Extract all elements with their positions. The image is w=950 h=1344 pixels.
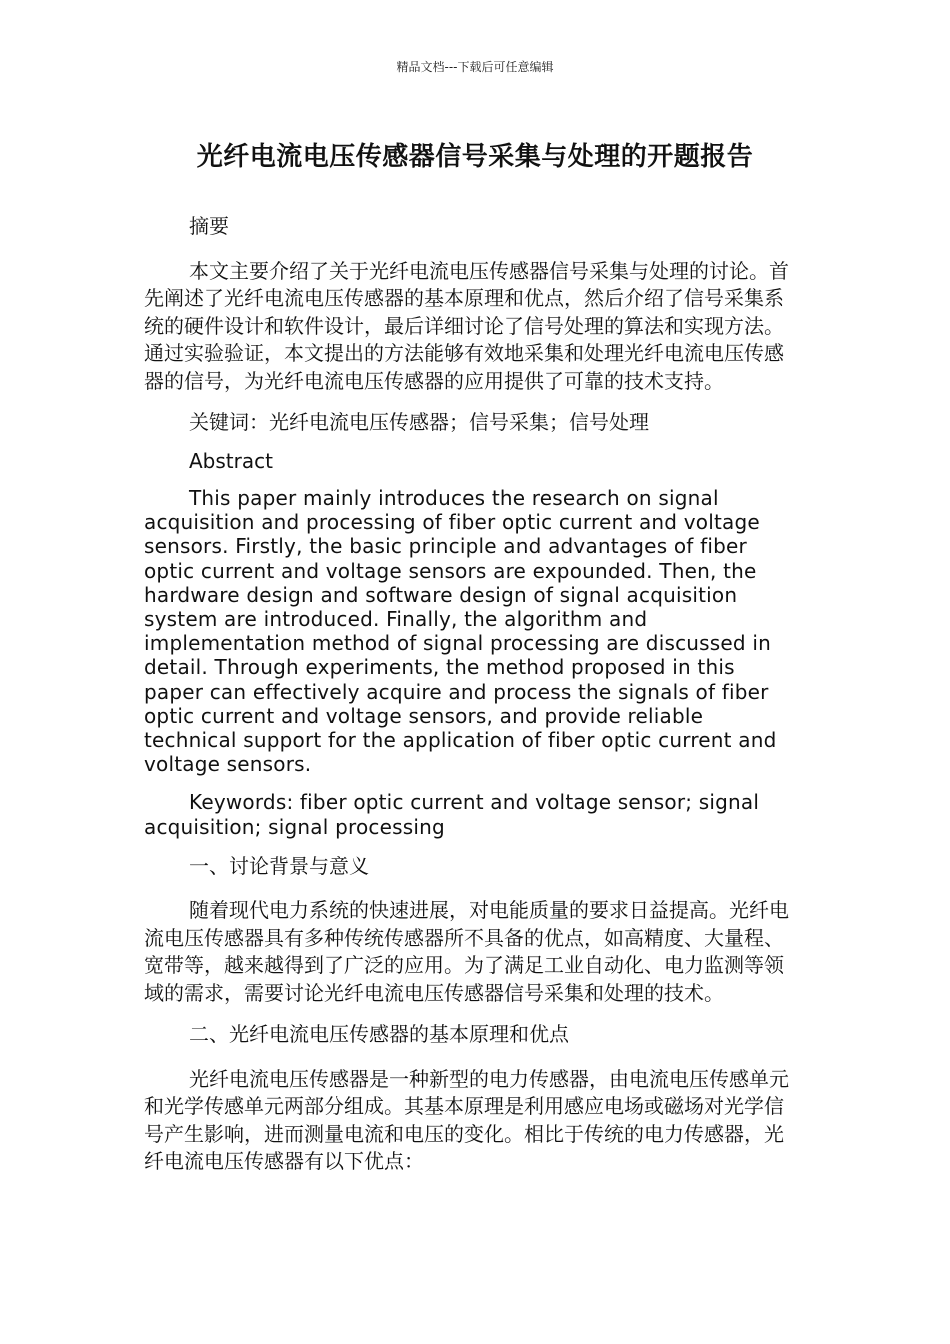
section-1-body: 随着现代电力系统的快速进展，对电能质量的要求日益提高。光纤电流电压传感器具有多种传统传感器所不具备的优点，如高精度、大量程、宽带等，越来越得到了广泛的应用。为了满足工业自动化、电力监测等领域的需求，需要讨论光纤电流电压传感器信号采集和处理的技术。 bbox=[144, 898, 789, 1005]
document-body bbox=[144, 213, 794, 1176]
abstract-en-body: This paper mainly introduces the research on signal acquisition and processing of fiber optic current and voltage sensors. Firstly, the basic principle and advantages of fiber optic current and voltage sensors are expounded. Then, the hardware design and software design of signal acquisition system are introduced. Finally, the algorithm and implementation method of signal processing are discussed in detail. Through experiments, the method proposed in this paper can effectively acquire and process the signals of fiber optic current and voltage sensors, and provide reliable technical support for the application of fiber optic current and voltage sensors. bbox=[144, 486, 777, 777]
section-2-heading: 二、光纤电流电压传感器的基本原理和优点 bbox=[189, 1022, 569, 1047]
abstract-cn-heading: 摘要 bbox=[189, 214, 229, 238]
section-2-body: 光纤电流电压传感器是一种新型的电力传感器，由电流电压传感单元和光学传感单元两部分组成。其基本原理是利用感应电场或磁场对光学信号产生影响，进而测量电流和电压的变化。相比于传统的电力传感器，光纤电流电压传感器有以下优点： bbox=[144, 1066, 789, 1174]
document-title: 光纤电流电压传感器信号采集与处理的开题报告 bbox=[196, 142, 754, 172]
keywords-cn: 关键词：光纤电流电压传感器；信号采集；信号处理 bbox=[189, 410, 649, 434]
abstract-cn-body: 本文主要介绍了关于光纤电流电压传感器信号采集与处理的讨论。首先阐述了光纤电流电压传感器的基本原理和优点，然后介绍了信号采集系统的硬件设计和软件设计，最后详细讨论了信号处理的算法和实现方法。通过实验验证，本文提出的方法能够有效地采集和处理光纤电流电压传感器的信号，为光纤电流电压传感器的应用提供了可靠的技术支持。 bbox=[144, 258, 789, 393]
abstract-en-heading: Abstract bbox=[189, 448, 273, 473]
keywords-en: Keywords: fiber optic current and voltage sensor; signal acquisition; signal processing bbox=[144, 790, 760, 839]
header-note: 精品文档---下载后可任意编辑 bbox=[396, 60, 554, 74]
section-1-heading: 一、讨论背景与意义 bbox=[189, 853, 369, 878]
